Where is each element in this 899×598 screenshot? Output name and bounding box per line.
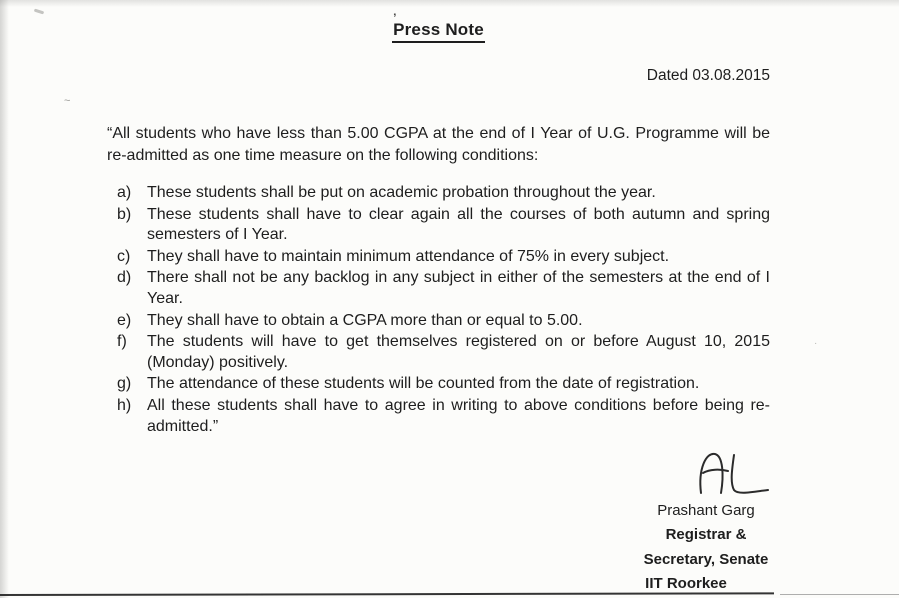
condition-text: They shall have to maintain minimum attendance of 75% in every subject. xyxy=(147,247,670,265)
condition-label: a) xyxy=(117,184,132,201)
condition-label: c) xyxy=(117,247,131,265)
conditions-list xyxy=(107,183,770,437)
condition-label: h) xyxy=(117,396,132,414)
title-row xyxy=(107,20,770,43)
condition-label: g) xyxy=(117,375,132,393)
condition-label: e) xyxy=(117,311,132,329)
scan-artifact-speck: ~ xyxy=(64,95,71,107)
condition-item xyxy=(107,183,770,204)
intro-paragraph: “All students who have less than 5.00 CGPA at the end of I Year of U.G. Programme will be re-admitted as one time measure on the following conditions: xyxy=(107,125,770,164)
signature-block xyxy=(622,447,790,597)
condition-label: d) xyxy=(117,269,132,287)
scan-artifact-bottom-line-faint xyxy=(780,594,899,595)
signatory-title-registrar: Registrar & xyxy=(665,526,747,543)
condition-text: The attendance of these students will be counted from the date of registration. xyxy=(147,375,700,393)
condition-text: These students shall have to clear again all the courses of both autumn and spring semesters of I Year. xyxy=(147,205,770,244)
condition-item xyxy=(107,374,770,395)
condition-text: The students will have to get themselves registered on or before August 10, 2015 (Monday) positively. xyxy=(147,333,770,371)
signatory-name: Prashant Garg xyxy=(657,502,755,519)
signatory-institute: IIT Roorkee xyxy=(645,575,727,592)
condition-item xyxy=(107,332,770,373)
condition-text: They shall have to obtain a CGPA more than or equal to 5.00. xyxy=(147,311,583,329)
condition-item xyxy=(107,268,770,309)
handwritten-signature xyxy=(694,447,780,497)
condition-item xyxy=(107,205,770,246)
date-line: Dated 03.08.2015 xyxy=(646,67,770,84)
condition-item xyxy=(107,311,770,332)
condition-label: f) xyxy=(117,333,127,351)
scan-artifact-speck: · xyxy=(814,338,818,349)
condition-text: These students shall be put on academic probation throughout the year. xyxy=(147,184,656,201)
condition-text: All these students shall have to agree in writing to above conditions before being re-admitted.” xyxy=(147,396,770,435)
condition-label: b) xyxy=(117,205,132,223)
condition-item xyxy=(107,247,770,268)
condition-item xyxy=(107,396,770,437)
condition-text: There shall not be any backlog in any subject in either of the semesters at the end of I Year. xyxy=(147,269,770,307)
signatory-title-secretary-senate: Secretary, Senate xyxy=(643,550,769,568)
document-title: ’ Press Note xyxy=(392,20,485,43)
